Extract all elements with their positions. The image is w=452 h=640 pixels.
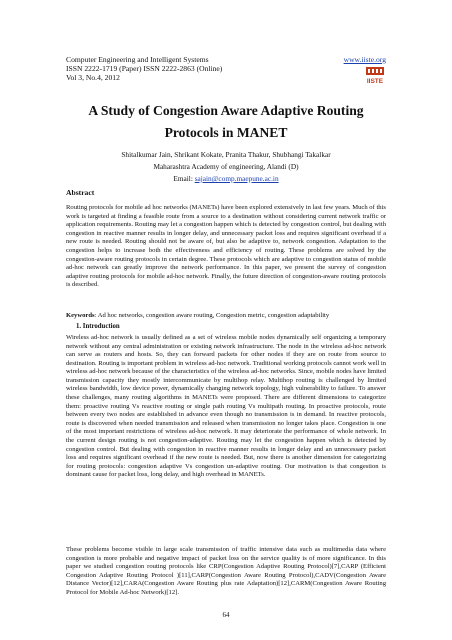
abstract-heading: Abstract xyxy=(66,188,95,197)
journal-name: Computer Engineering and Intelligent Systems xyxy=(66,55,209,64)
author-block xyxy=(66,149,386,185)
section-heading-introduction: 1. Introduction xyxy=(76,323,120,330)
abstract-text: Routing protocols for mobile ad hoc networks (MANETs) have been explored extensively in last few years. Much of this work is targeted at finding a feasible route from a source to a destination without considering current network traffic or application requirements. Routing may let a congestion happen which is detected by congestion control, but dealing with congestion in reactive manner results in longer delay, and unnecessary packet loss and requires significant overhead if a new route is needed. Routing should not be aware of, but also be adaptive to, network congestion. Adaptation to the congestion helps to increase both the effectiveness and efficiency of routing. These problems are solved by the congestion-aware routing protocols in certain degree. These protocols which are adaptive to congestion status of mobile ad-hoc network can greatly improve the network performance. In this paper, we present the survey of congestion adaptive routing protocols for mobile ad-hoc network. Finally, the future direction of congestion-aware routing protocols is described. xyxy=(66,204,386,289)
journal-header xyxy=(66,55,316,82)
affiliation: Maharashtra Academy of engineering, Alandi (D) xyxy=(153,162,299,171)
journal-url-link[interactable]: www.iiste.org xyxy=(343,55,386,64)
keywords-text: : Ad hoc networks, congestion aware routing, Congestion metric, congestion adaptability xyxy=(94,312,330,319)
issn: ISSN 2222-1719 (Paper) ISSN 2222-2863 (Online) xyxy=(66,64,223,73)
author-names: Shitalkumar Jain, Shrikant Kokate, Pranita Thakur, Shubhangi Takalkar xyxy=(121,150,331,159)
email-label: Email: xyxy=(173,174,193,183)
intro-paragraph-2: These problems become visible in large scale transmission of traffic intensive data such as multimedia data where congestion is more probable and negative impact of packet loss on the service quality is of more significance. In this paper we studied congestion routing protocols like CRP(Congestion Adaptive Routing Protocol)[7],CARP (Efficient Congestion Adaptive Routing Protocol )[11],CARP(Congestion Aware Routing Protocol),CADV(Congestion Aware Distance Vector)[12],CARA(Congestion Aware Routing plus rate Adaptation)[12],CARM(Congestion Aware Routing Protocol for Mobile Ad-hoc Network)[12]. xyxy=(66,546,386,596)
keywords-label: Keywords xyxy=(66,312,95,319)
volume-issue: Vol 3, No.4, 2012 xyxy=(66,73,120,82)
intro-paragraph-1: Wireless ad-hoc network is usually defined as a set of wireless mobile nodes dynamically self organizing a temporary network without any central administration or existing network infrastructure. The node in the wireless ad-hoc network can serve as routers and hosts. So, they can forward packets for other nodes if they are on route from source to destination. Routing is important problem in wireless ad-hoc network. Traditional working protocols cannot work well in wireless ad-hoc network because of the characteristics of the wireless ad-hoc networks. Since, mobile nodes have limited transmission capacity they mostly intercommunicate by multihop relay. Multihop routing is challenged by limited wireless bandwidth, low device power, dynamically changing network topology, high vulnerability to failure. To answer these challenges, many routing algorithms in MANETs were proposed. There are different dimensions to categorize them: proactive routing Vs reactive routing or single path routing Vs multipath routing. In proactive protocols, route between every two nodes are established in advance even though no transmission is in demand. In reactive protocols, route is discovered when needed transmission and released when transmission no longer takes place. Congestion is one of the most important restrictions of wireless ad-hoc network. It may deteriorate the performance of whole network. In the current design routing is not congestion-adaptive. Routing may let the congestion happen which is detected by congestion control. But dealing with congestion in reactive manner results in longer delay and an unnecessary packet loss and requires significant overhead if the new route is needed. But, now there is another dimension for categorizing for routing protocols: congestion adaptive Vs congestion un-adaptive routing. Our motivation is that congestion is dominant cause for packet loss, long delay, and high overhead in MANETs. xyxy=(66,334,386,479)
iiste-logo xyxy=(364,66,386,86)
paper-title: A Study of Congestion Aware Adaptive Routing Protocols in MANET xyxy=(88,103,364,140)
email-line xyxy=(66,173,386,185)
keywords-line xyxy=(66,312,386,321)
email-link[interactable]: sajain@comp.maepune.ac.in xyxy=(194,174,279,183)
logo-text: IISTE xyxy=(366,78,384,85)
page-number: 64 xyxy=(222,611,230,619)
